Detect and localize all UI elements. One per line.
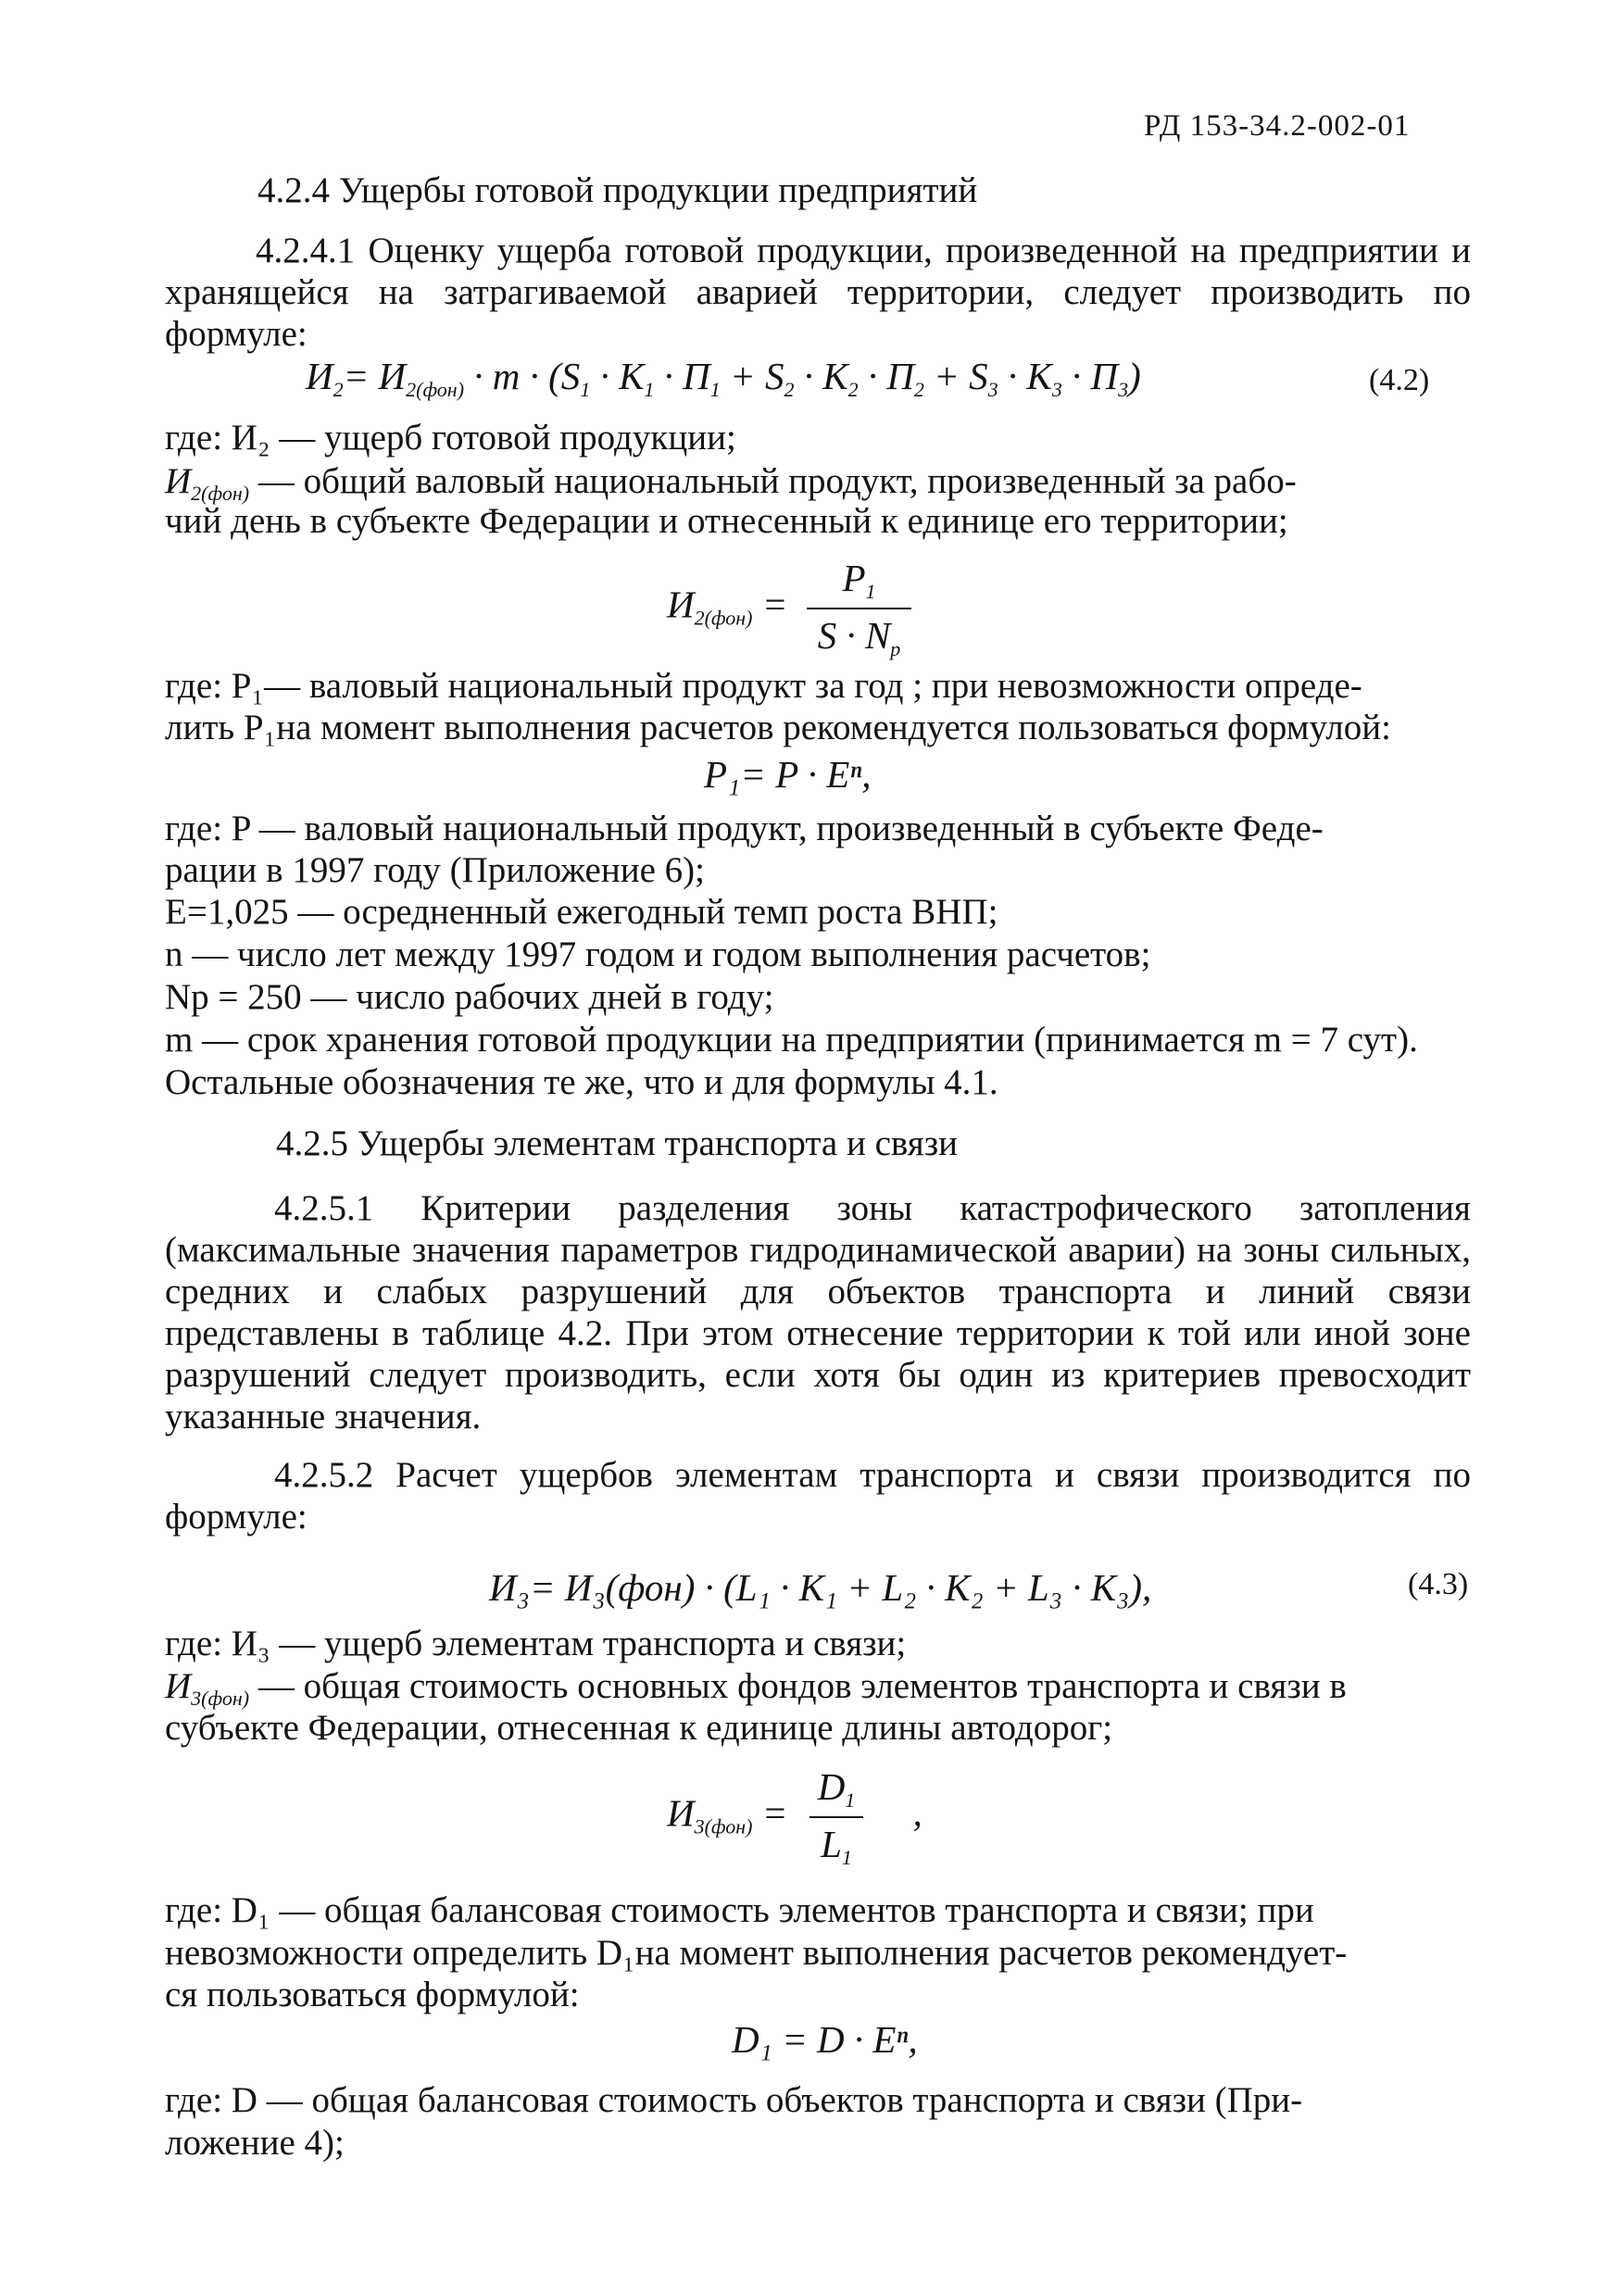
where-p1-line2: лить P₁на момент выполнения расчетов рекомендуется пользоваться формулой:: [165, 708, 1391, 747]
paragraph-4-2-5-1: 4.2.5.1 Критерии разделения зоны катастрофического затопления (максимальные значения параметров гидродинамической аварии) на зоны сильных, средних и слабых разрушений для объектов транспорта и линий связи представлены в таблице 4.2. При этом отнесение территории к той или иной зоне разрушений следует производить, если хотя бы один из критериев превосходит указанные значения.: [165, 1188, 1471, 1437]
where-p-line1: где: P — валовый национальный продукт, произведенный в субъекте Феде-: [165, 809, 1324, 848]
section-heading-4-2-5: 4.2.5 Ущербы элементам транспорта и связи: [276, 1123, 958, 1163]
equation-number-4-2: (4.2): [1369, 363, 1430, 397]
where-d1-line2: невозможности определить D₁на момент выполнения расчетов рекомендует-: [165, 1933, 1348, 1973]
formula-i3phon: $И_{3(фон)}$ = $\frac{D_1}{L_1}$ ,: [667, 1765, 922, 1869]
equation-number-4-3: (4.3): [1408, 1567, 1469, 1601]
formula-p1: P₁= P · Eⁿ,: [704, 753, 872, 796]
paragraph-4-2-5-2: 4.2.5.2 Расчет ущербов элементам транспорта и связи производится по формуле:: [165, 1455, 1471, 1537]
where-n: n — число лет между 1997 годом и годом выполнения расчетов;: [165, 935, 1151, 974]
formula-4-3: И₃= И₃(фон) · (L₁ · K₁ + L₂ · K₂ + L₃ · K₃),: [489, 1566, 1152, 1609]
other-notation: Остальные обозначения те же, что и для формулы 4.1.: [165, 1062, 998, 1102]
where-i2: где: И₂ — ущерб готовой продукции;: [165, 418, 736, 458]
fraction-d1-over-l1: $\frac{D_1}{L_1}$: [807, 1764, 867, 1870]
formula-i2phon: $И_{2(фон)}$ = $\frac{P_1}{S \cdot N_p}$: [667, 556, 911, 661]
where-d-line1: где: D — общая балансовая стоимость объектов транспорта и связи (При-: [165, 2080, 1303, 2120]
section-heading-4-2-4: 4.2.4 Ущербы готовой продукции предприятий: [257, 170, 978, 210]
where-i3: где: И₃ — ущерб элементам транспорта и связи;: [165, 1624, 907, 1663]
where-np: Np = 250 — число рабочих дней в году;: [165, 977, 774, 1017]
document-code: РД 153-34.2-002-01: [1144, 109, 1411, 143]
where-i2phon-line1: $И_{2(фон)}$ — общий валовый национальный продукт, произведенный за рабо-: [165, 461, 1297, 505]
paragraph-4-2-4-1: 4.2.4.1 Оценку ущерба готовой продукции, произведенной на предприятии и хранящейся на затрагиваемой аварией территории, следует производить по формуле:: [165, 231, 1471, 354]
where-e: E=1,025 — осредненный ежегодный темп роста ВНП;: [165, 892, 998, 932]
where-m: m — срок хранения готовой продукции на предприятии (принимается m = 7 сут).: [165, 1020, 1418, 1060]
where-i3phon-line1: $И_{3(фон)}$ — общая стоимость основных фондов элементов транспорта и связи в: [165, 1666, 1347, 1710]
fraction-p1-over-s-np: $\frac{P_1}{S \cdot N_p}$: [807, 556, 912, 661]
where-i3phon-line2: субъекте Федерации, отнесенная к единице длины автодорог;: [165, 1708, 1113, 1748]
where-d1-line3: ся пользоваться формулой:: [165, 1975, 580, 2014]
where-d1-line1: где: D₁ — общая балансовая стоимость элементов транспорта и связи; при: [165, 1890, 1314, 1930]
formula-d1: D₁ = D · Eⁿ,: [732, 2018, 918, 2061]
where-p-line2: рации в 1997 году (Приложение 6);: [165, 850, 705, 890]
where-i2phon-line2: чий день в субъекте Федерации и отнесенный к единице его территории;: [165, 501, 1288, 541]
where-p1-line1: где: P₁— валовый национальный продукт за год ; при невозможности опреде-: [165, 666, 1362, 706]
where-d-line2: ложение 4);: [165, 2123, 345, 2163]
formula-4-2: $И_2= И_{2(фон)} \cdot m \cdot (S_1 \cdot K_1 \cdot П_1 + S_2 \cdot K_2 \cdot П_2 + S_3 \cdot K_3 \cdot П_3)$: [306, 355, 1141, 401]
